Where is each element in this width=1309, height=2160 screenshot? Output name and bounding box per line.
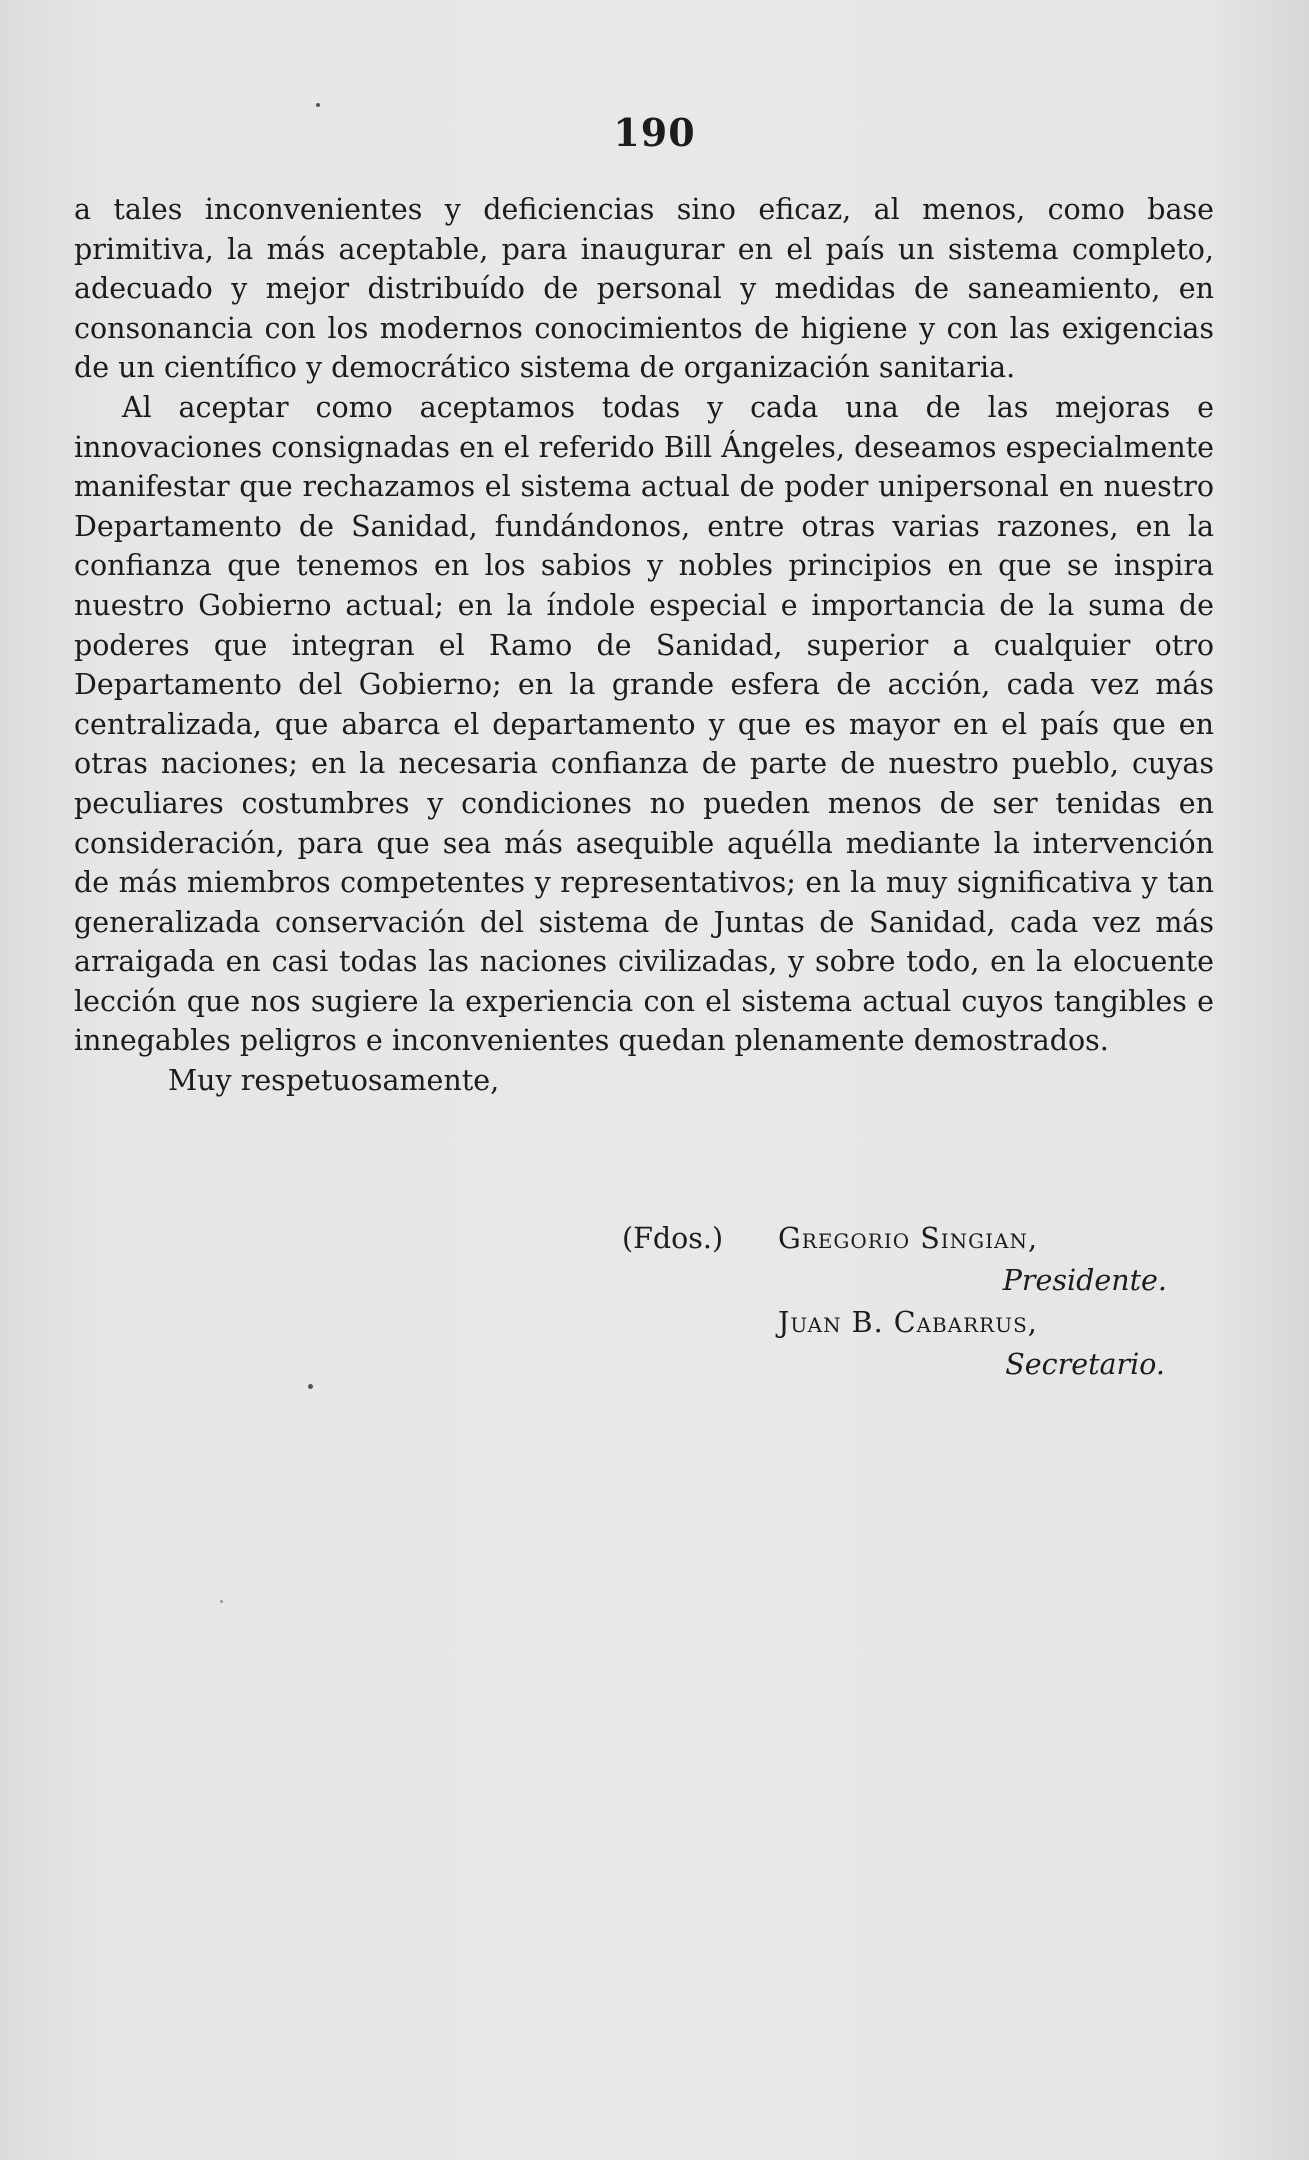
paragraph-continuation: a tales inconvenientes y deficiencias sino eficaz, al menos, como base primitiva, la más aceptable, para inaugurar en el país un sistema completo, adecuado y mejor distribuído de personal y medidas de saneamiento, en consonancia con los modernos conocimientos de higiene y con las exigencias de un científico y democrático sistema de organización sanitaria. (74, 193, 1214, 385)
scan-speck (316, 103, 320, 107)
page-number: 190 (613, 110, 696, 155)
fdos-label: (Fdos.) (622, 1222, 724, 1255)
signer-secretary-title: Secretario. (1005, 1348, 1165, 1381)
scan-speck (220, 1600, 223, 1603)
signer-president-title: Presidente. (1002, 1264, 1167, 1297)
paragraph-main: Al aceptar como aceptamos todas y cada una de las mejoras e innovaciones consignadas en el referido Bill Ángeles, deseamos especialmente manifestar que rechazamos el sistema actual de poder unipersonal en nuestro Departamento de Sanidad, fundándonos, entre otras varias razones, en la confianza que tenemos en los sabios y nobles principios en que se inspira nuestro Gobierno actual; en la índole especial e importancia de la suma de poderes que integran el Ramo de Sanidad, superior a cualquier otro Departamento del Gobierno; en la grande esfera de acción, cada vez más centralizada, que abarca el departamento y que es mayor en el país que en otras naciones; en la necesaria confianza de parte de nuestro pueblo, cuyas peculiares costumbres y condiciones no pueden menos de ser tenidas en consideración, para que sea más asequible aquélla mediante la intervención de más miembros competentes y representativos; en la muy significativa y tan generalizada conservación del sistema de Juntas de Sanidad, cada vez más arraigada en casi todas las naciones civilizadas, y sobre todo, en la elocuente lección que nos sugiere la experiencia con el sistema actual cuyos tangibles e innegables peligros e inconvenientes quedan plenamente demostrados. (74, 390, 1214, 1058)
scan-speck (308, 1384, 313, 1389)
body-text (74, 190, 1214, 1101)
closing-line: Muy respetuosamente, (168, 1064, 500, 1098)
signer-president-name: Gregorio Singian, (778, 1222, 1039, 1255)
signer-secretary-name: Juan B. Cabarrus, (778, 1306, 1038, 1339)
